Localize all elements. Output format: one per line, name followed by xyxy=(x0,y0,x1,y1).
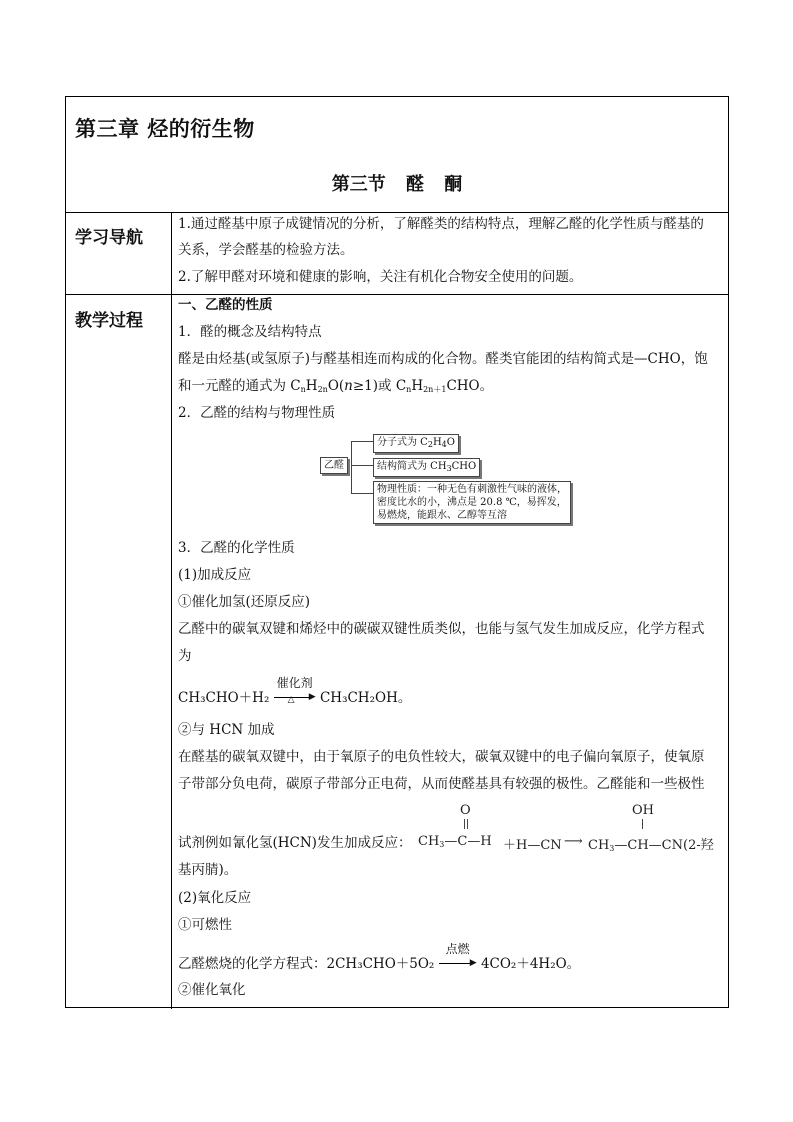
heat-symbol: △ xyxy=(287,695,295,705)
hcn-addition: ②与 HCN 加成 xyxy=(178,722,275,738)
arrow-bar xyxy=(439,963,473,964)
lesson-table xyxy=(65,96,729,1008)
subscript: 2 xyxy=(427,440,433,449)
concept-para-1: 醛是由烃基(或氢原子)与醛基相连而构成的化合物。醛类官能团的结构简式是—CHO，饱 xyxy=(178,351,708,367)
hydrogenation-para-1: 乙醛中的碳氧双键和烯烃中的碳碳双键性质类似，也能与氢气发生加成反应，化学方程式 xyxy=(178,621,705,637)
oxidation-reaction: (2)氧化反应 xyxy=(178,890,252,906)
single-bond-line xyxy=(642,819,643,829)
tree-branch-formula xyxy=(373,434,459,453)
tree-connector xyxy=(351,441,373,442)
hcn-para-3: 试剂例如氰化氢(HCN)发生加成反应： xyxy=(178,835,412,851)
formula-text: CHO。 xyxy=(446,378,494,394)
hydroxyl-group: OH xyxy=(632,803,654,818)
formula-text: CH xyxy=(588,838,610,853)
heading-aldehyde-properties: 一、乙醛的性质 xyxy=(178,297,273,313)
formula-text: H xyxy=(411,378,424,394)
combustibility: ①可燃性 xyxy=(178,917,232,933)
formula-text: H xyxy=(305,378,318,394)
subscript: 3 xyxy=(439,840,445,849)
double-bond-line xyxy=(467,819,468,829)
reaction-arrow-icon: ⟶ xyxy=(564,834,583,849)
ignition-label: 点燃 xyxy=(445,942,470,956)
equation-right: 4CO₂＋4H₂O。 xyxy=(480,956,581,972)
subscript: n xyxy=(406,385,412,394)
guide-line-2: 关系，学会醛基的检验方法。 xyxy=(178,242,354,258)
tree-branch-physical xyxy=(373,481,571,524)
formula-text: CH xyxy=(418,834,440,849)
row-divider xyxy=(66,294,728,295)
oxygen-atom: O xyxy=(460,803,471,818)
catalytic-hydrogenation: ①催化加氢(还原反应) xyxy=(178,594,311,610)
guide-line-1: 1.通过醛基中原子成键情况的分析，了解醛类的结构特点，理解乙醛的化学性质与醛基的 xyxy=(178,216,704,232)
tree-text: 结构简式为 CH xyxy=(377,461,447,472)
tree-text: O xyxy=(446,437,455,448)
subscript: 2n＋1 xyxy=(423,385,447,394)
arrow-head-icon: ▶ xyxy=(308,692,316,702)
addition-reaction: (1)加成反应 xyxy=(178,567,252,583)
subscript: 3 xyxy=(609,844,615,853)
hcn-para-2: 子带部分负电荷，碳原子带部分正电荷，从而使醛基具有较强的极性。乙醛能和一些极性 xyxy=(178,776,705,792)
subscript: 3 xyxy=(446,464,452,473)
hcn-reagent: ＋H—CN xyxy=(503,838,562,853)
reaction-arrow xyxy=(439,942,477,971)
subscript: 4 xyxy=(441,440,447,449)
hydrogenation-equation xyxy=(178,676,412,706)
subheading-structure: 2．乙醛的结构与物理性质 xyxy=(178,405,336,421)
tree-connector xyxy=(351,493,373,494)
subheading-concept: 1．醛的概念及结构特点 xyxy=(178,324,322,340)
equation-left: 乙醛燃烧的化学方程式：2CH₃CHO＋5O₂ xyxy=(178,956,435,972)
catalytic-oxidation: ②催化氧化 xyxy=(178,982,246,998)
chapter-title: 第三章 烃的衍生物 xyxy=(75,117,255,141)
reaction-arrow xyxy=(274,676,316,705)
tree-root: 乙醛 xyxy=(320,457,348,474)
tree-text: 分子式为 C xyxy=(377,437,428,448)
concept-para-2 xyxy=(178,378,493,398)
tree-text: H xyxy=(432,437,442,448)
formula-text: —C—H xyxy=(444,834,492,849)
italic-n: n xyxy=(344,378,353,394)
hcn-para-1: 在醛基的碳氧双键中，由于氧原子的电负性较大，碳氧双键中的电子偏向氧原子，使氧原 xyxy=(178,749,705,765)
formula-text: ≥1)或 C xyxy=(352,378,407,394)
process-label: 教学过程 xyxy=(75,311,143,331)
tree-branch-structure xyxy=(373,458,480,477)
combustion-equation xyxy=(178,942,581,972)
tree-text: 密度比水的小，沸点是 20.8 ℃，易挥发， xyxy=(377,497,567,508)
guide-label: 学习导航 xyxy=(75,228,143,248)
row-divider xyxy=(66,212,728,213)
product-name: (2-羟 xyxy=(683,838,714,853)
arrow-head-icon: ▶ xyxy=(469,958,477,968)
equation-left: CH₃CHO＋H₂ xyxy=(178,690,270,706)
hcn-tail: 基丙腈)。 xyxy=(178,862,238,878)
subheading-chemical: 3．乙醛的化学性质 xyxy=(178,540,295,556)
aldehyde-structure xyxy=(418,834,492,849)
guide-line-3: 2.了解甲醛对环境和健康的影响，关注有机化合物安全使用的问题。 xyxy=(178,269,583,285)
tree-text: 易燃烧，能跟水、乙醇等互溶 xyxy=(377,510,507,521)
tree-text: 物理性质：一种无色有刺激性气味的液体， xyxy=(377,484,567,495)
tree-connector xyxy=(351,441,352,493)
column-divider xyxy=(171,212,172,1009)
catalyst-label: 催化剂 xyxy=(276,676,313,690)
tree-text: CHO xyxy=(451,461,477,472)
cyanohydrin-structure xyxy=(588,834,714,853)
subscript: n xyxy=(300,385,306,394)
formula-text: 和一元醛的通式为 C xyxy=(178,378,301,394)
tree-connector xyxy=(351,465,373,466)
formula-text: O( xyxy=(327,378,345,394)
equation-right: CH₃CH₂OH。 xyxy=(319,690,412,706)
double-bond-line xyxy=(464,819,465,829)
section-title: 第三节 醛 酮 xyxy=(331,174,463,195)
subscript: 2n xyxy=(317,385,328,394)
formula-text: —CH—CN xyxy=(614,838,683,853)
hydrogenation-para-2: 为 xyxy=(178,648,192,664)
